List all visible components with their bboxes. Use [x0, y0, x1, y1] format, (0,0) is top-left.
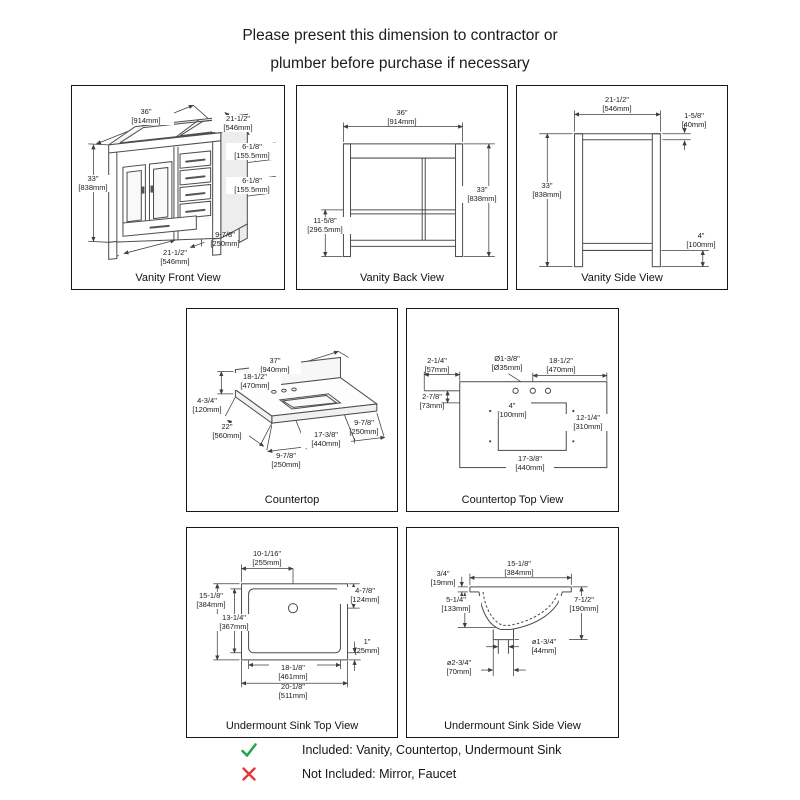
dim-sink-top-outer-width: 20-1/8" [511mm]: [278, 682, 308, 700]
panel-countertop: [186, 308, 398, 512]
page-title-line1: Please present this dimension to contractor or: [242, 27, 558, 44]
panel-vanity-front: [71, 85, 285, 290]
dim-vanity-side-height: 33" [838mm]: [525, 182, 569, 199]
dim-sink-top-drain-y: 4-7/8" [124mm]: [337, 587, 393, 604]
dim-vanity-side-depth: 21-1/2" [546mm]: [602, 95, 632, 113]
dim-countertop-top-edge: 2-1/4" [57mm]: [424, 356, 450, 374]
x-icon: [240, 765, 258, 783]
dim-countertop-top-hole-spacing: 4" [100mm]: [493, 402, 531, 419]
dim-sink-top-drain-x: 10-1/16" [255mm]: [252, 549, 282, 567]
dim-vanity-front-depth: 21-1/2" [546mm]: [212, 115, 264, 132]
dim-countertop-cutout-width: 17-3/8" [440mm]: [301, 431, 351, 448]
legend-included-text: Included: Vanity, Countertop, Undermount Sink: [302, 743, 562, 757]
caption-countertop-top: Countertop Top View: [461, 494, 564, 506]
caption-vanity-back: Vanity Back View: [360, 272, 444, 284]
dim-sink-side-width: 15-1/8" [384mm]: [504, 559, 534, 577]
dim-countertop-right-offset: 9-7/8" [250mm]: [349, 418, 379, 436]
dim-sink-top-inner-depth: 13-1/4" [367mm]: [210, 614, 258, 631]
dim-sink-side-bowl-depth: 5-1/4" [133mm]: [431, 596, 481, 613]
panel-vanity-side: [516, 85, 728, 290]
drawing-lines: [575, 134, 661, 267]
dim-sink-side-rim: 3/4" [19mm]: [430, 569, 456, 587]
dim-countertop-faucet-span: 18-1/2" [470mm]: [229, 373, 281, 390]
dim-countertop-top-setback: 2-7/8" [73mm]: [419, 392, 445, 410]
caption-sink-side: Undermount Sink Side View: [444, 720, 581, 732]
dim-vanity-front-width: 36" [914mm]: [118, 108, 174, 125]
dim-vanity-back-shelf-height: 11-5/8" [296.5mm]: [299, 217, 351, 234]
check-icon: [240, 741, 258, 759]
dim-sink-side-drain-dia: ø1-3/4" [44mm]: [519, 638, 569, 655]
dim-countertop-depth: 22" [560mm]: [205, 423, 249, 440]
dim-countertop-top-hole-dia: Ø1-3/8" [Ø35mm]: [491, 354, 523, 372]
dim-vanity-front-base-depth: 21-1/2" [546mm]: [160, 248, 190, 266]
dim-sink-top-rim: 1" [25mm]: [354, 637, 380, 655]
page-title-line2: plumber before purchase if necessary: [270, 55, 530, 72]
legend-row-not-included: [240, 762, 561, 786]
dim-sink-side-height: 7-1/2" [190mm]: [559, 596, 609, 613]
dim-countertop-top-cutout-depth: 12-1/4" [310mm]: [565, 414, 611, 431]
caption-vanity-side: Vanity Side View: [581, 272, 663, 284]
dim-sink-side-trap-dia: ø2-3/4" [70mm]: [446, 658, 472, 676]
dim-countertop-backsplash: 4-3/4" [120mm]: [192, 396, 222, 414]
panel-sink-side: [406, 527, 619, 738]
dim-vanity-front-toekick: 9-7/8" [250mm]: [210, 230, 240, 248]
dim-countertop-top-span: 18-1/2" [470mm]: [546, 356, 576, 374]
panel-sink-top: [186, 527, 398, 738]
legend-not-included-text: Not Included: Mirror, Faucet: [302, 767, 457, 781]
dim-vanity-back-width: 36" [914mm]: [387, 108, 417, 126]
dim-vanity-back-height: 33" [838mm]: [459, 186, 505, 203]
drawing-lines: [343, 144, 462, 257]
caption-countertop: Countertop: [264, 494, 320, 506]
legend-row-included: [240, 738, 561, 762]
caption-sink-top: Undermount Sink Top View: [225, 720, 359, 732]
dim-vanity-front-drawer-top: 6-1/8" [155.5mm]: [226, 143, 278, 160]
dim-vanity-front-height: 33" [838mm]: [72, 175, 114, 192]
panel-vanity-back: [296, 85, 508, 290]
dim-countertop-width: 37" [940mm]: [249, 357, 301, 374]
page-title: [0, 22, 800, 78]
dim-countertop-top-cutout-width: 17-3/8" [440mm]: [506, 455, 554, 472]
dim-vanity-side-leg: 4" [100mm]: [679, 232, 723, 249]
legend: [240, 738, 561, 786]
dim-countertop-left-offset: 9-7/8" [250mm]: [271, 451, 301, 469]
dim-vanity-side-top-rail: 1-5/8" [40mm]: [681, 111, 707, 129]
dim-sink-top-outer-depth: 15-1/8" [384mm]: [189, 592, 233, 609]
panel-countertop-top: [406, 308, 619, 512]
caption-vanity-front: Vanity Front View: [135, 272, 221, 284]
dim-vanity-front-drawer-bottom: 6-1/8" [155.5mm]: [226, 177, 278, 194]
dim-sink-top-inner-width: 18-1/8" [461mm]: [269, 664, 317, 681]
